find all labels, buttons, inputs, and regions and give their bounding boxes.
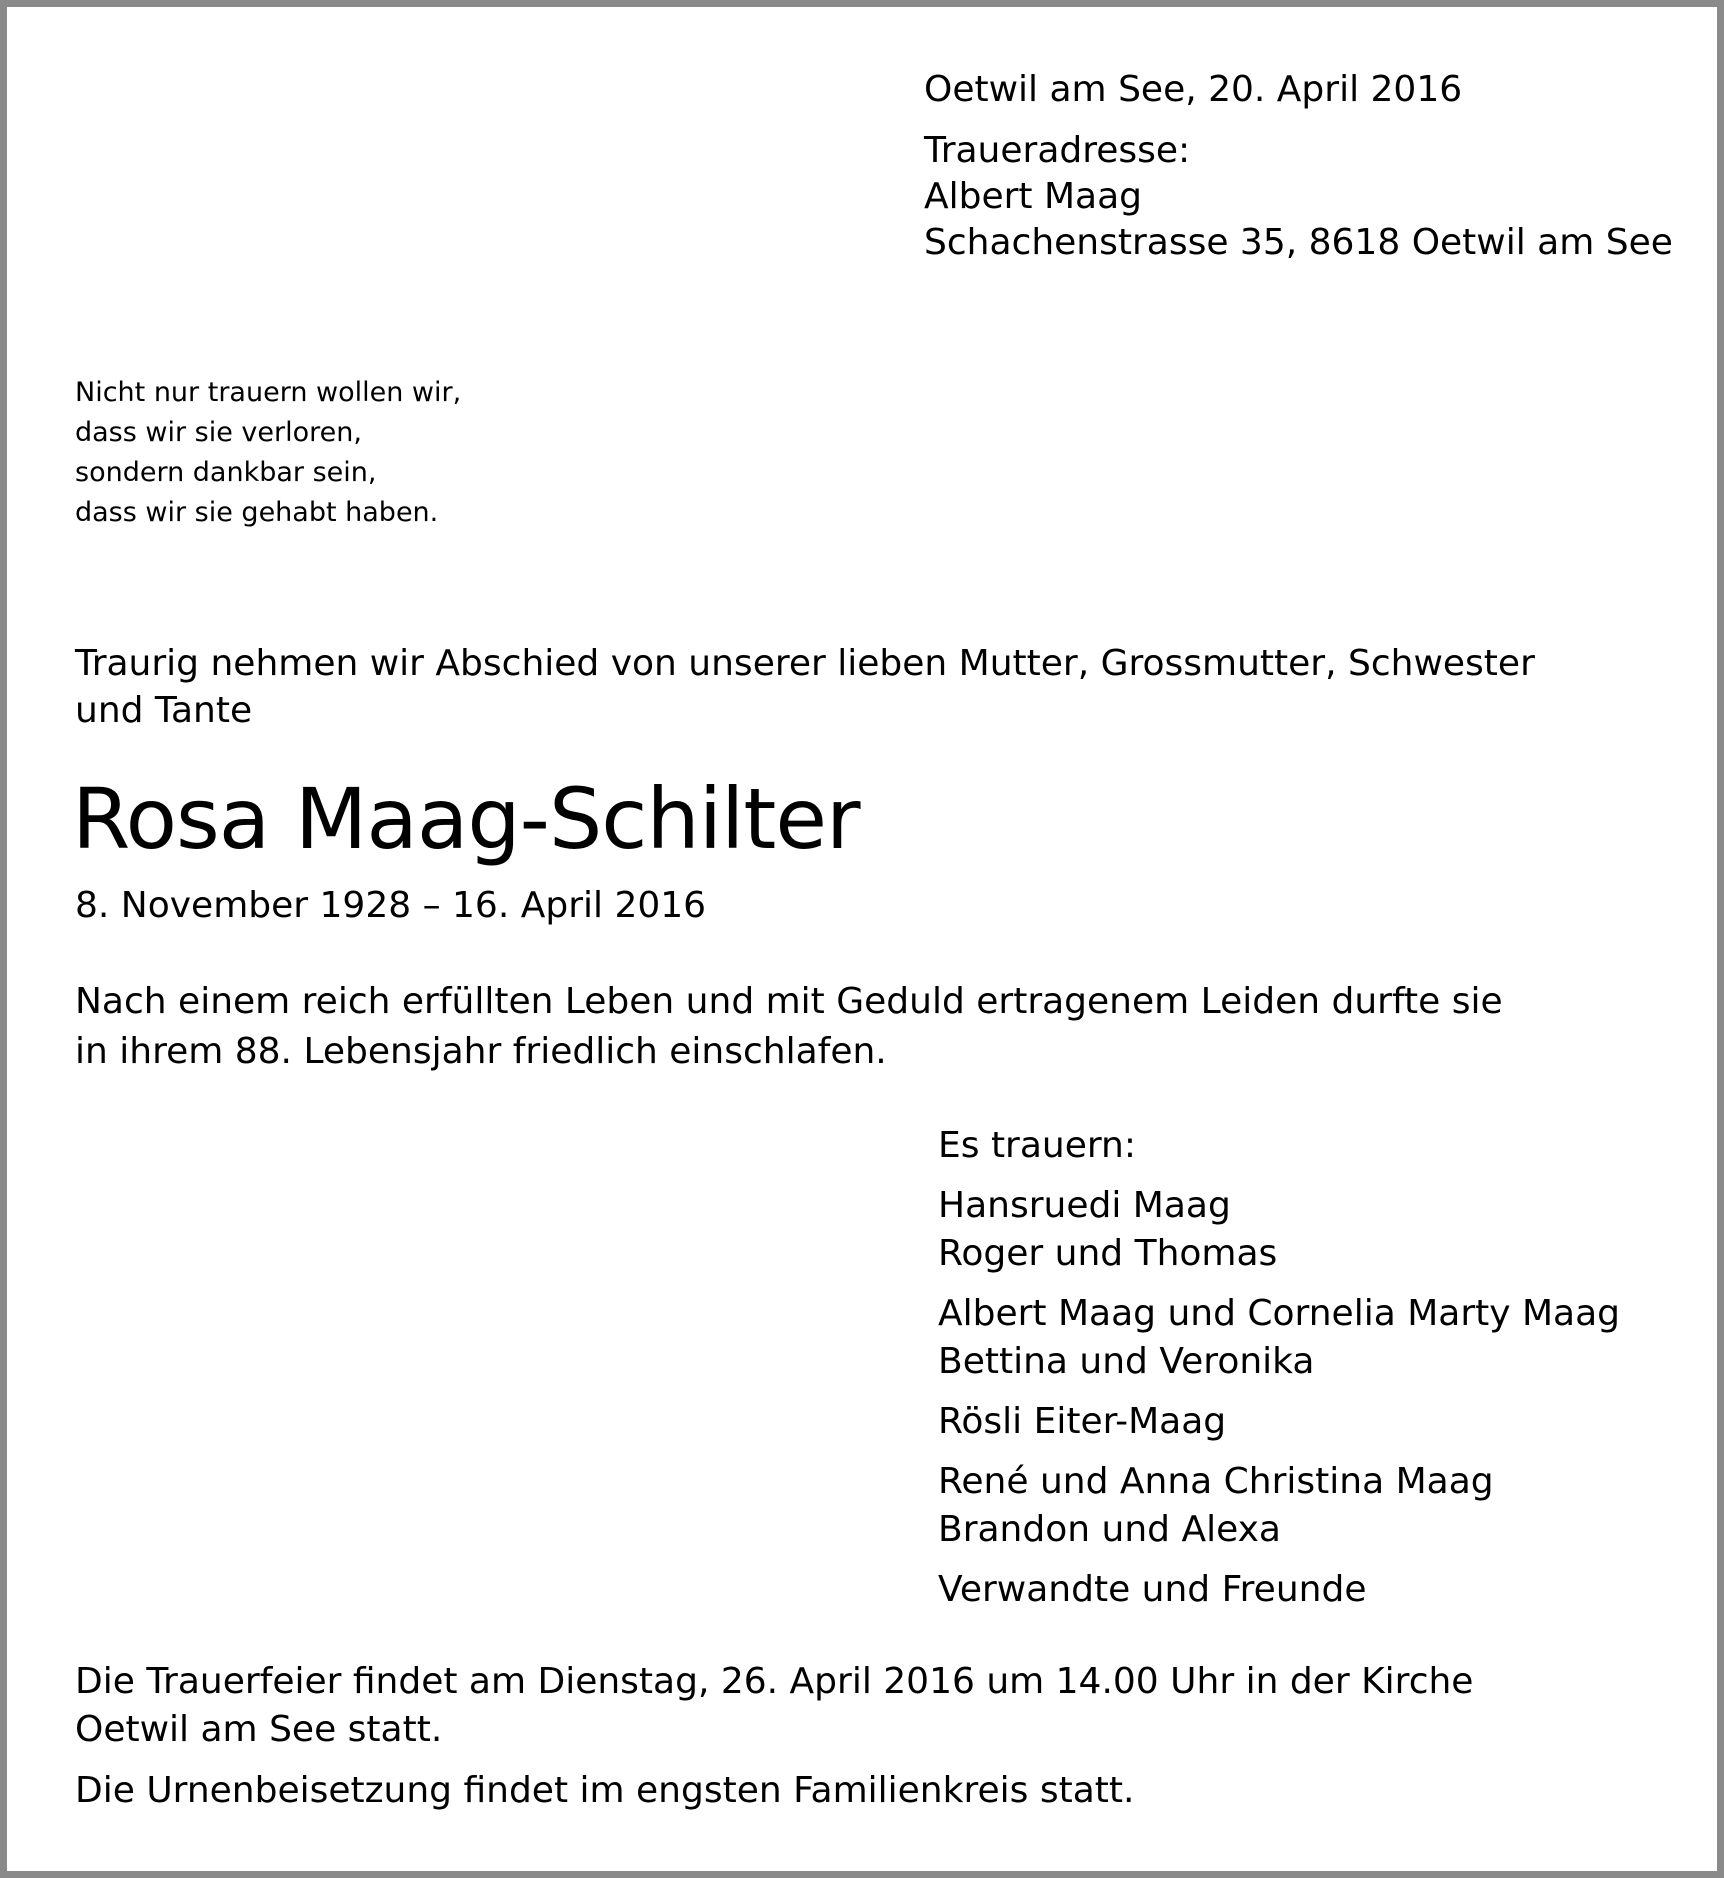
poem [75,373,461,533]
mourner-name: Verwandte und Freunde [938,1569,1367,1610]
spacer [924,113,1673,128]
life-dates: 8. November 1928 – 16. April 2016 [75,885,707,926]
intro-line: Traurig nehmen wir Abschied von unserer lieben Mutter, Grossmutter, Schwester [75,643,1535,684]
deceased-name: Rosa Maag-Schilter [72,770,860,868]
life-text [75,977,1503,1077]
life-line: Nach einem reich erfüllten Leben und mit Geduld ertragenem Leiden durfte sie [75,981,1503,1022]
spacer [75,1754,1473,1767]
mourner-group [938,1458,1620,1554]
mourner-group [938,1182,1620,1278]
mourner-group [938,1398,1620,1446]
intro-text [75,640,1535,734]
mourners-list [938,1122,1620,1614]
mourner-name: Brandon und Alexa [938,1509,1281,1550]
address-name: Albert Maag [924,176,1143,217]
mourner-group [938,1566,1620,1614]
service-info [75,1658,1473,1815]
mourner-name: Roger und Thomas [938,1233,1278,1274]
ceremony-line: Oetwil am See statt. [75,1709,443,1750]
poem-line: sondern dankbar sein, [75,457,377,488]
mourner-name: Bettina und Veronika [938,1341,1315,1382]
ceremony-line: Die Trauerfeier findet am Dienstag, 26. April 2016 um 14.00 Uhr in der Kirche [75,1661,1474,1702]
mourner-name: René und Anna Christina Maag [938,1461,1494,1502]
poem-line: Nicht nur trauern wollen wir, [75,377,462,408]
place-date: Oetwil am See, 20. April 2016 [924,69,1463,110]
mourner-group [938,1290,1620,1386]
mourner-name: Hansruedi Maag [938,1185,1231,1226]
mourners-label: Es trauern: [938,1125,1136,1166]
mourner-name: Albert Maag und Cornelia Marty Maag [938,1293,1621,1334]
burial-line: Die Urnenbeisetzung findet im engsten Familienkreis statt. [75,1770,1135,1811]
poem-line: dass wir sie verloren, [75,417,362,448]
address-street: Schachenstrasse 35, 8618 Oetwil am See [924,222,1673,263]
poem-line: dass wir sie gehabt haben. [75,497,439,528]
notice-header [924,67,1673,266]
intro-line: und Tante [75,690,253,731]
life-line: in ihrem 88. Lebensjahr friedlich einschlafen. [75,1031,887,1072]
address-label: Traueradresse: [924,130,1191,171]
mourner-name: Rösli Eiter-Maag [938,1401,1227,1442]
